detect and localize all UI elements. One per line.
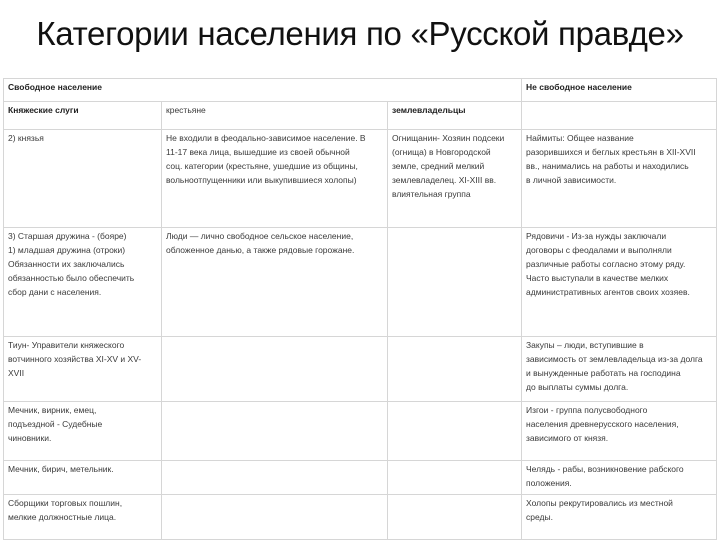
subheader-row [4,102,717,130]
cell-line: земле, средний мелкий [392,160,485,171]
cell-landowners [388,494,522,539]
cell-line: 2) князья [8,132,44,143]
cell-landowners [388,129,522,227]
cell-line: (огнища) в Новгородской [392,146,491,157]
cell-servants [4,460,162,494]
cell-line: договоры с феодалами и выполняли [526,244,672,255]
header-unfree: Не свободное население [522,79,717,102]
cell-line: сбор дани с населения. [8,286,102,297]
cell-line: Тиун- Управители княжеского [8,340,125,351]
cell-line: влиятельная группа [392,188,471,199]
cell-line: населения древнерусского населения, [526,419,679,430]
cell-line: Часто выступали в качестве мелких [526,272,669,283]
cell-peasants [162,227,388,336]
cell-line: 11-17 века лица, вышедшие из своей обычной [166,146,350,157]
cell-line: Не входили в феодально-зависимое население. В [166,132,366,143]
cell-line: Мечник, бирич, метельник. [8,463,114,474]
cell-line: Мечник, вирник, емец, [8,405,97,416]
cell-servants [4,337,162,402]
cell-line: чиновники. [8,433,52,444]
cell-line: вотчинного хозяйства XI-XV и XV- [8,354,142,365]
cell-servants [4,129,162,227]
cell-line: Люди — лично свободное сельское население, [166,230,354,241]
cell-line: и вынужденные работать на господина [526,368,681,379]
cell-line: различные работы согласно этому ряду. [526,258,686,269]
cell-line: землевладелец. XI-XIII вв. [392,174,497,185]
cell-line: разорившихся и беглых крестьян в XII-XVII [526,146,696,157]
cell-landowners [388,337,522,402]
cell-servants [4,402,162,460]
cell-line: 3) Старшая дружина - (бояре) [8,230,127,241]
cell-line: Наймиты: Общее название [526,132,634,143]
cell-unfree [522,494,717,539]
cell-line: мелкие должностные лица. [8,511,117,522]
cell-line: вв., нанимались на работы и находились [526,160,689,171]
cell-line: административных агентов своих хозяев. [526,286,690,297]
cell-line: Огнищанин- Хозяин подсеки [392,132,505,143]
cell-unfree [522,337,717,402]
cell-line: среды. [526,511,553,522]
cell-peasants [162,129,388,227]
table-row [4,460,717,494]
subheader-empty [522,102,717,130]
population-table [3,78,717,540]
table-row [4,402,717,460]
cell-line: до выплаты суммы долга. [526,382,629,393]
cell-peasants [162,460,388,494]
cell-unfree [522,402,717,460]
cell-line: в личной зависимости. [526,174,617,185]
cell-line: положения. [526,477,572,488]
header-free: Свободное население [4,79,522,102]
cell-line: обязанностью было обеспечить [8,272,135,283]
cell-landowners [388,402,522,460]
cell-line: зависимость от землевладельца из-за долга [526,354,703,365]
cell-servants [4,227,162,336]
cell-unfree [522,460,717,494]
table-row [4,337,717,402]
cell-line: Рядовичи - Из-за нужды заключали [526,230,667,241]
subheader-servants: Княжеские слуги [4,102,162,130]
cell-landowners [388,227,522,336]
cell-landowners [388,460,522,494]
cell-line: 1) младшая дружина (отроки) [8,244,126,255]
cell-line: Закупы – люди, вступившие в [526,340,644,351]
table-row [4,129,717,227]
subheader-landowners: землевладельцы [388,102,522,130]
cell-line: вольноотпущенники или выкупившиеся холопы) [166,174,357,185]
header-row [4,79,717,102]
cell-line: XVII [8,368,25,379]
table-row [4,494,717,539]
cell-line: Изгои - группа полусвободного [526,405,648,416]
cell-line: Челядь - рабы, возникновение рабского [526,463,684,474]
cell-servants [4,494,162,539]
cell-peasants [162,337,388,402]
cell-peasants [162,494,388,539]
cell-line: соц. категории (крестьяне, ушедшие из общины, [166,160,358,171]
table-row [4,227,717,336]
cell-line: зависимого от князя. [526,433,609,444]
cell-line: Холопы рекрутировались из местной [526,497,673,508]
cell-line: подъездной - Судебные [8,419,103,430]
subheader-peasants: крестьяне [162,102,388,130]
cell-line: Сборщики торговых пошлин, [8,497,123,508]
cell-line: Обязанности их заключались [8,258,125,269]
cell-line: обложенное данью, а также рядовые горожане. [166,244,355,255]
cell-unfree [522,227,717,336]
cell-unfree [522,129,717,227]
page-title: Категории населения по «Русской правде» [36,15,684,52]
cell-peasants [162,402,388,460]
